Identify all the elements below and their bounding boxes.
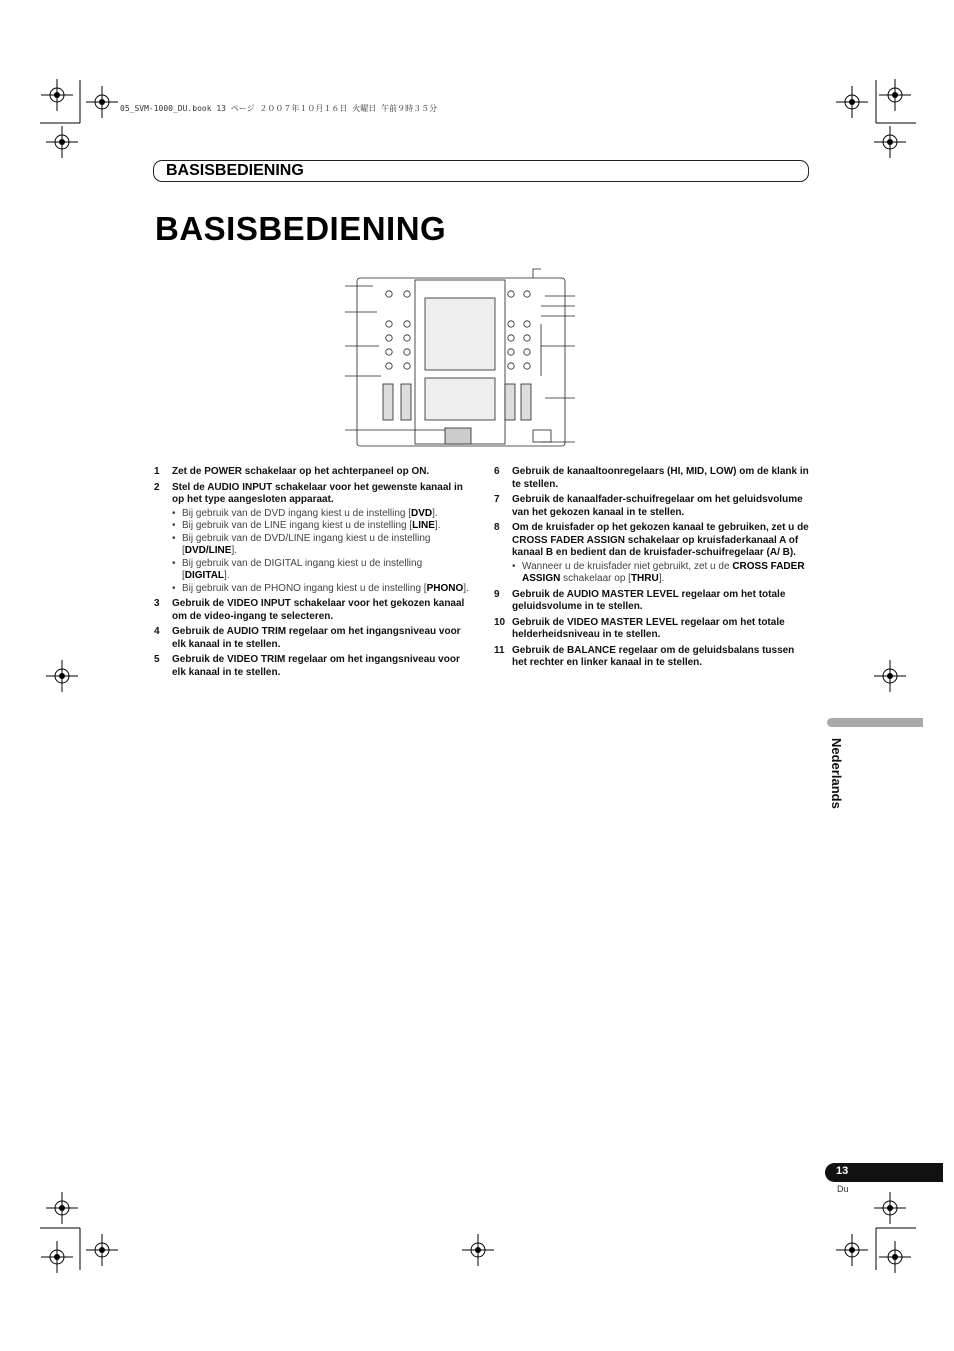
registration-target — [86, 1234, 118, 1266]
page-language-code: Du — [837, 1184, 849, 1194]
bullet-item: • Wanneer u de kruisfader niet gebruikt, zet u de CROSS FADER ASSIGN schakelaar op [THRU]. — [512, 560, 805, 584]
registration-target — [86, 86, 118, 118]
mixer-knob — [508, 321, 514, 327]
registration-target — [41, 1241, 73, 1273]
step-8-bullets — [494, 561, 812, 586]
registration-target — [874, 126, 906, 158]
mixer-knob — [404, 335, 410, 341]
mixer-knob — [404, 291, 410, 297]
bullet-item: • Bij gebruik van de DIGITAL ingang kiest u de instelling [DIGITAL]. — [172, 557, 423, 581]
page-title: BASISBEDIENING — [155, 210, 447, 247]
step-2: 2 Stel de AUDIO INPUT schakelaar voor het gewenste kanaal in op het type aangesloten apparaat. — [154, 481, 463, 505]
mixer-knob — [524, 335, 530, 341]
registration-target — [874, 1192, 906, 1224]
mixer-knob — [524, 349, 530, 355]
bullet-item: • Bij gebruik van de DVD ingang kiest u de instelling [DVD]. — [172, 507, 438, 519]
file-header: 05_SVM-1000_DU.book 13 ページ ２００７年１０月１６日 火曜日 午前９時３５分 — [120, 104, 438, 113]
bullet-item: • Bij gebruik van de LINE ingang kiest u de instelling [LINE]. — [172, 520, 441, 531]
mixer-front-panel-illustration — [345, 266, 577, 448]
language-tab-bar — [827, 718, 923, 727]
mixer-knob — [524, 291, 530, 297]
registration-target — [46, 660, 78, 692]
step-2-bullets — [154, 508, 472, 596]
mixer-knob — [404, 363, 410, 369]
step-8: 8 Om de kruisfader op het gekozen kanaal te gebruiken, zet u de CROSS FADER ASSIGN schakelaar op kruisfaderkanaal A of kanaal B en bedient dan de kruisfader-schuifregelaar (A/ B). — [494, 522, 809, 558]
section-header-bar — [153, 160, 809, 182]
page-number-badge — [825, 1163, 943, 1182]
registration-target — [41, 79, 73, 111]
step-4: 4 Gebruik de AUDIO TRIM regelaar om het ingangsniveau voor elk kanaal in te stellen. — [154, 626, 461, 650]
registration-target — [836, 86, 868, 118]
mixer-knob — [386, 335, 392, 341]
step-1: 1 Zet de POWER schakelaar op het achterpaneel op ON. — [154, 466, 430, 477]
steps-column-right — [494, 466, 812, 673]
registration-target — [46, 126, 78, 158]
registration-target — [462, 1234, 494, 1266]
mixer-knob — [386, 363, 392, 369]
step-10: 10 Gebruik de VIDEO MASTER LEVEL regelaar om het totale helderheidsniveau in te stellen. — [494, 616, 785, 640]
section-header-label: BASISBEDIENING — [166, 162, 304, 179]
bullet-item: • Bij gebruik van de DVD/LINE ingang kiest u de instelling [DVD/LINE]. — [172, 532, 431, 556]
mixer-knob — [524, 363, 530, 369]
step-9: 9 Gebruik de AUDIO MASTER LEVEL regelaar om het totale geluidsvolume in te stellen. — [494, 588, 786, 612]
steps-column-left — [154, 466, 472, 682]
mixer-knob — [386, 321, 392, 327]
bullet-item: • Bij gebruik van de PHONO ingang kiest u de instelling [PHONO]. — [172, 582, 469, 594]
step-6: 6 Gebruik de kanaaltoonregelaars (HI, MID, LOW) om de klank in te stellen. — [494, 466, 809, 490]
mixer-knob — [508, 363, 514, 369]
language-tab-label: Nederlands — [829, 738, 844, 809]
registration-target — [874, 660, 906, 692]
step-11: 11 Gebruik de BALANCE regelaar om de geluidsbalans tussen het rechter en linker kanaal in te stellen. — [494, 644, 795, 668]
step-3: 3 Gebruik de VIDEO INPUT schakelaar voor het gekozen kanaal om de video-ingang te selecteren. — [154, 598, 465, 622]
mixer-knob — [508, 335, 514, 341]
mixer-knob — [404, 321, 410, 327]
mixer-knob — [508, 349, 514, 355]
mixer-knob — [386, 291, 392, 297]
step-5: 5 Gebruik de VIDEO TRIM regelaar om het ingangsniveau voor elk kanaal in te stellen. — [154, 654, 460, 678]
mixer-knob — [386, 349, 392, 355]
registration-target — [879, 79, 911, 111]
registration-target — [46, 1192, 78, 1224]
registration-target — [879, 1241, 911, 1273]
mixer-knob — [508, 291, 514, 297]
mixer-knob — [404, 349, 410, 355]
page-number: 13 — [836, 1165, 849, 1177]
mixer-knob — [524, 321, 530, 327]
registration-target — [836, 1234, 868, 1266]
step-7: 7 Gebruik de kanaalfader-schuifregelaar om het geluidsvolume van het gekozen kanaal in te stellen. — [494, 494, 803, 518]
